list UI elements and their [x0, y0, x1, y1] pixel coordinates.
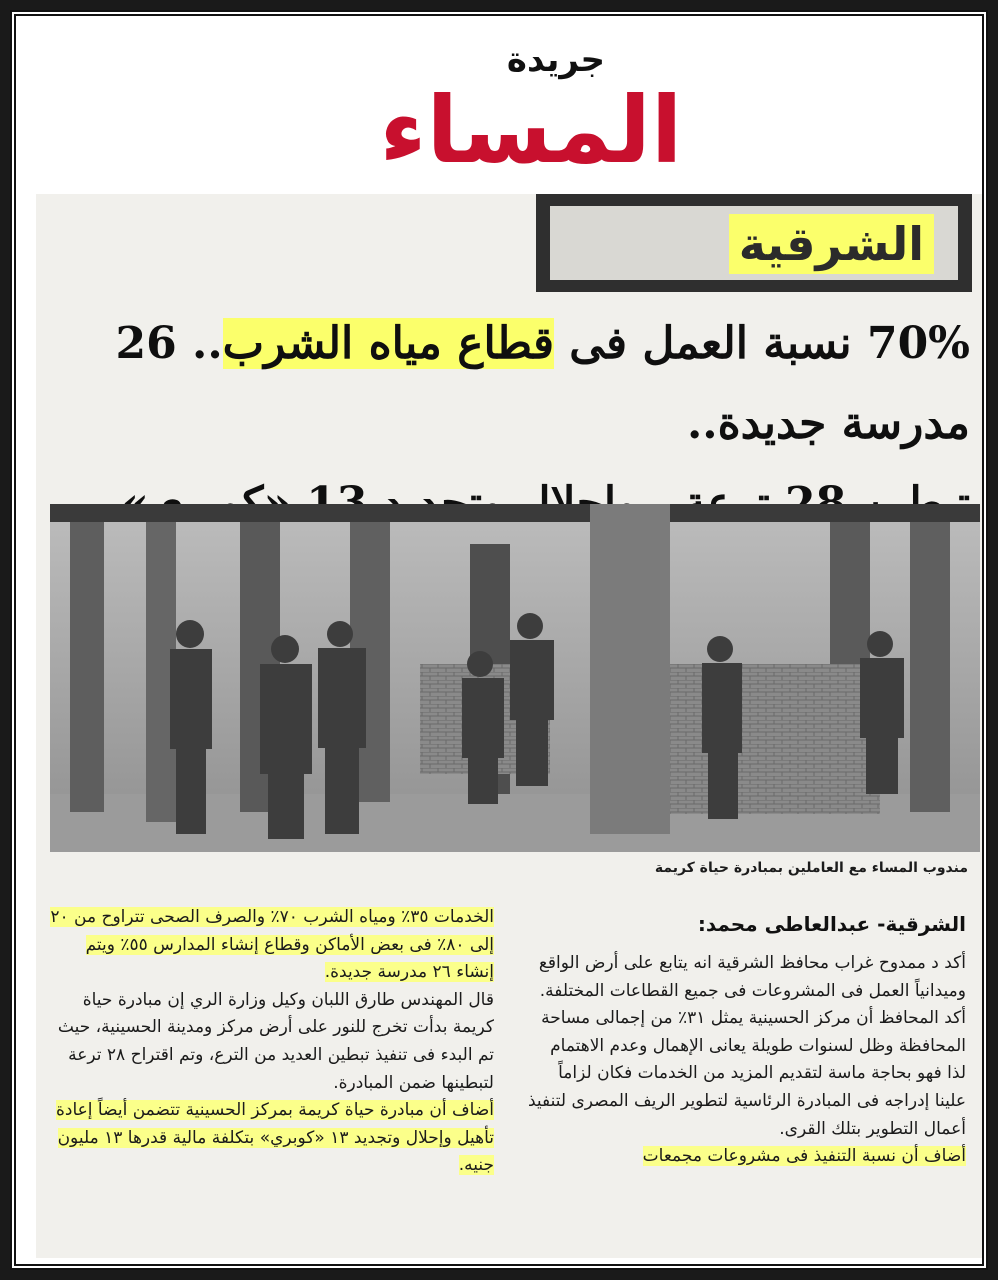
masthead [36, 34, 982, 194]
paragraph: أضاف أن نسبة التنفيذ فى مشروعات مجمعات [642, 1146, 966, 1167]
page-frame [10, 10, 988, 1270]
paragraph: الخدمات ٣٥٪ ومياه الشرب ٧٠٪ والصرف الصحى تتراوح من ٢٠ إلى ٨٠٪ فى بعض الأماكن وقطاع إنشاء المدارس ٥٥٪ ويتم إنشاء ٢٦ مدرسة جديدة. [50, 907, 494, 983]
paragraph: أكد المحافظ أن مركز الحسينية يمثل ٣١٪ من إجمالى مساحة المحافظة وظل لسنوات طويلة يعانى الإهمال وعدم الاهتمام لذا فهو بحاجة ماسة لتقديم المزيد من الخدمات فكان لزاماً علينا إدراجه فى المبادرة الرئاسية لتطوير الريف المصرى لتنفيذ أعمال التطوير بتلك القرى. [527, 1008, 966, 1139]
masthead-logo: المساء [379, 77, 683, 184]
headline-highlight: قطاع مياه الشرب [222, 318, 554, 369]
article-column-right [526, 950, 966, 1171]
article-column-left [50, 904, 494, 1180]
section-label: الشرقية [729, 214, 934, 274]
paragraph: أكد د ممدوح غراب محافظ الشرقية انه يتابع على أرض الواقع وميدانياً العمل فى المشروعات فى جميع القطاعات المختلفة. [538, 953, 966, 1001]
newspaper-clipping [36, 34, 982, 1258]
byline: الشرقية- عبدالعاطى محمد: [697, 912, 966, 936]
construction-site-illustration [50, 504, 980, 852]
article-photo [50, 504, 980, 852]
headline-line-1: 70% نسبة العمل فى قطاع مياه الشرب.. 26 مدرسة جديدة.. [115, 318, 970, 449]
section-banner [536, 194, 972, 292]
masthead-small: جريدة [506, 40, 606, 80]
paragraph: أضاف أن مبادرة حياة كريمة بمركز الحسينية تتضمن أيضاً إعادة تأهيل وإحلال وتجديد ١٣ «كوبري» بتكلفة مالية قدرها ١٣ مليون جنيه. [55, 1100, 494, 1176]
photo-caption: مندوب المساء مع العاملين بمبادرة حياة كريمة [654, 860, 968, 876]
faded-background-print [76, 204, 516, 284]
paragraph: قال المهندس طارق اللبان وكيل وزارة الري إن مبادرة حياة كريمة بدأت تخرج للنور على أرض مركز ومدينة الحسينية، حيث تم البدء فى تنفيذ تبطين العديد من الترع، وتم اقتراح ٢٨ ترعة لتبطينها ضمن المبادرة. [57, 989, 494, 1093]
